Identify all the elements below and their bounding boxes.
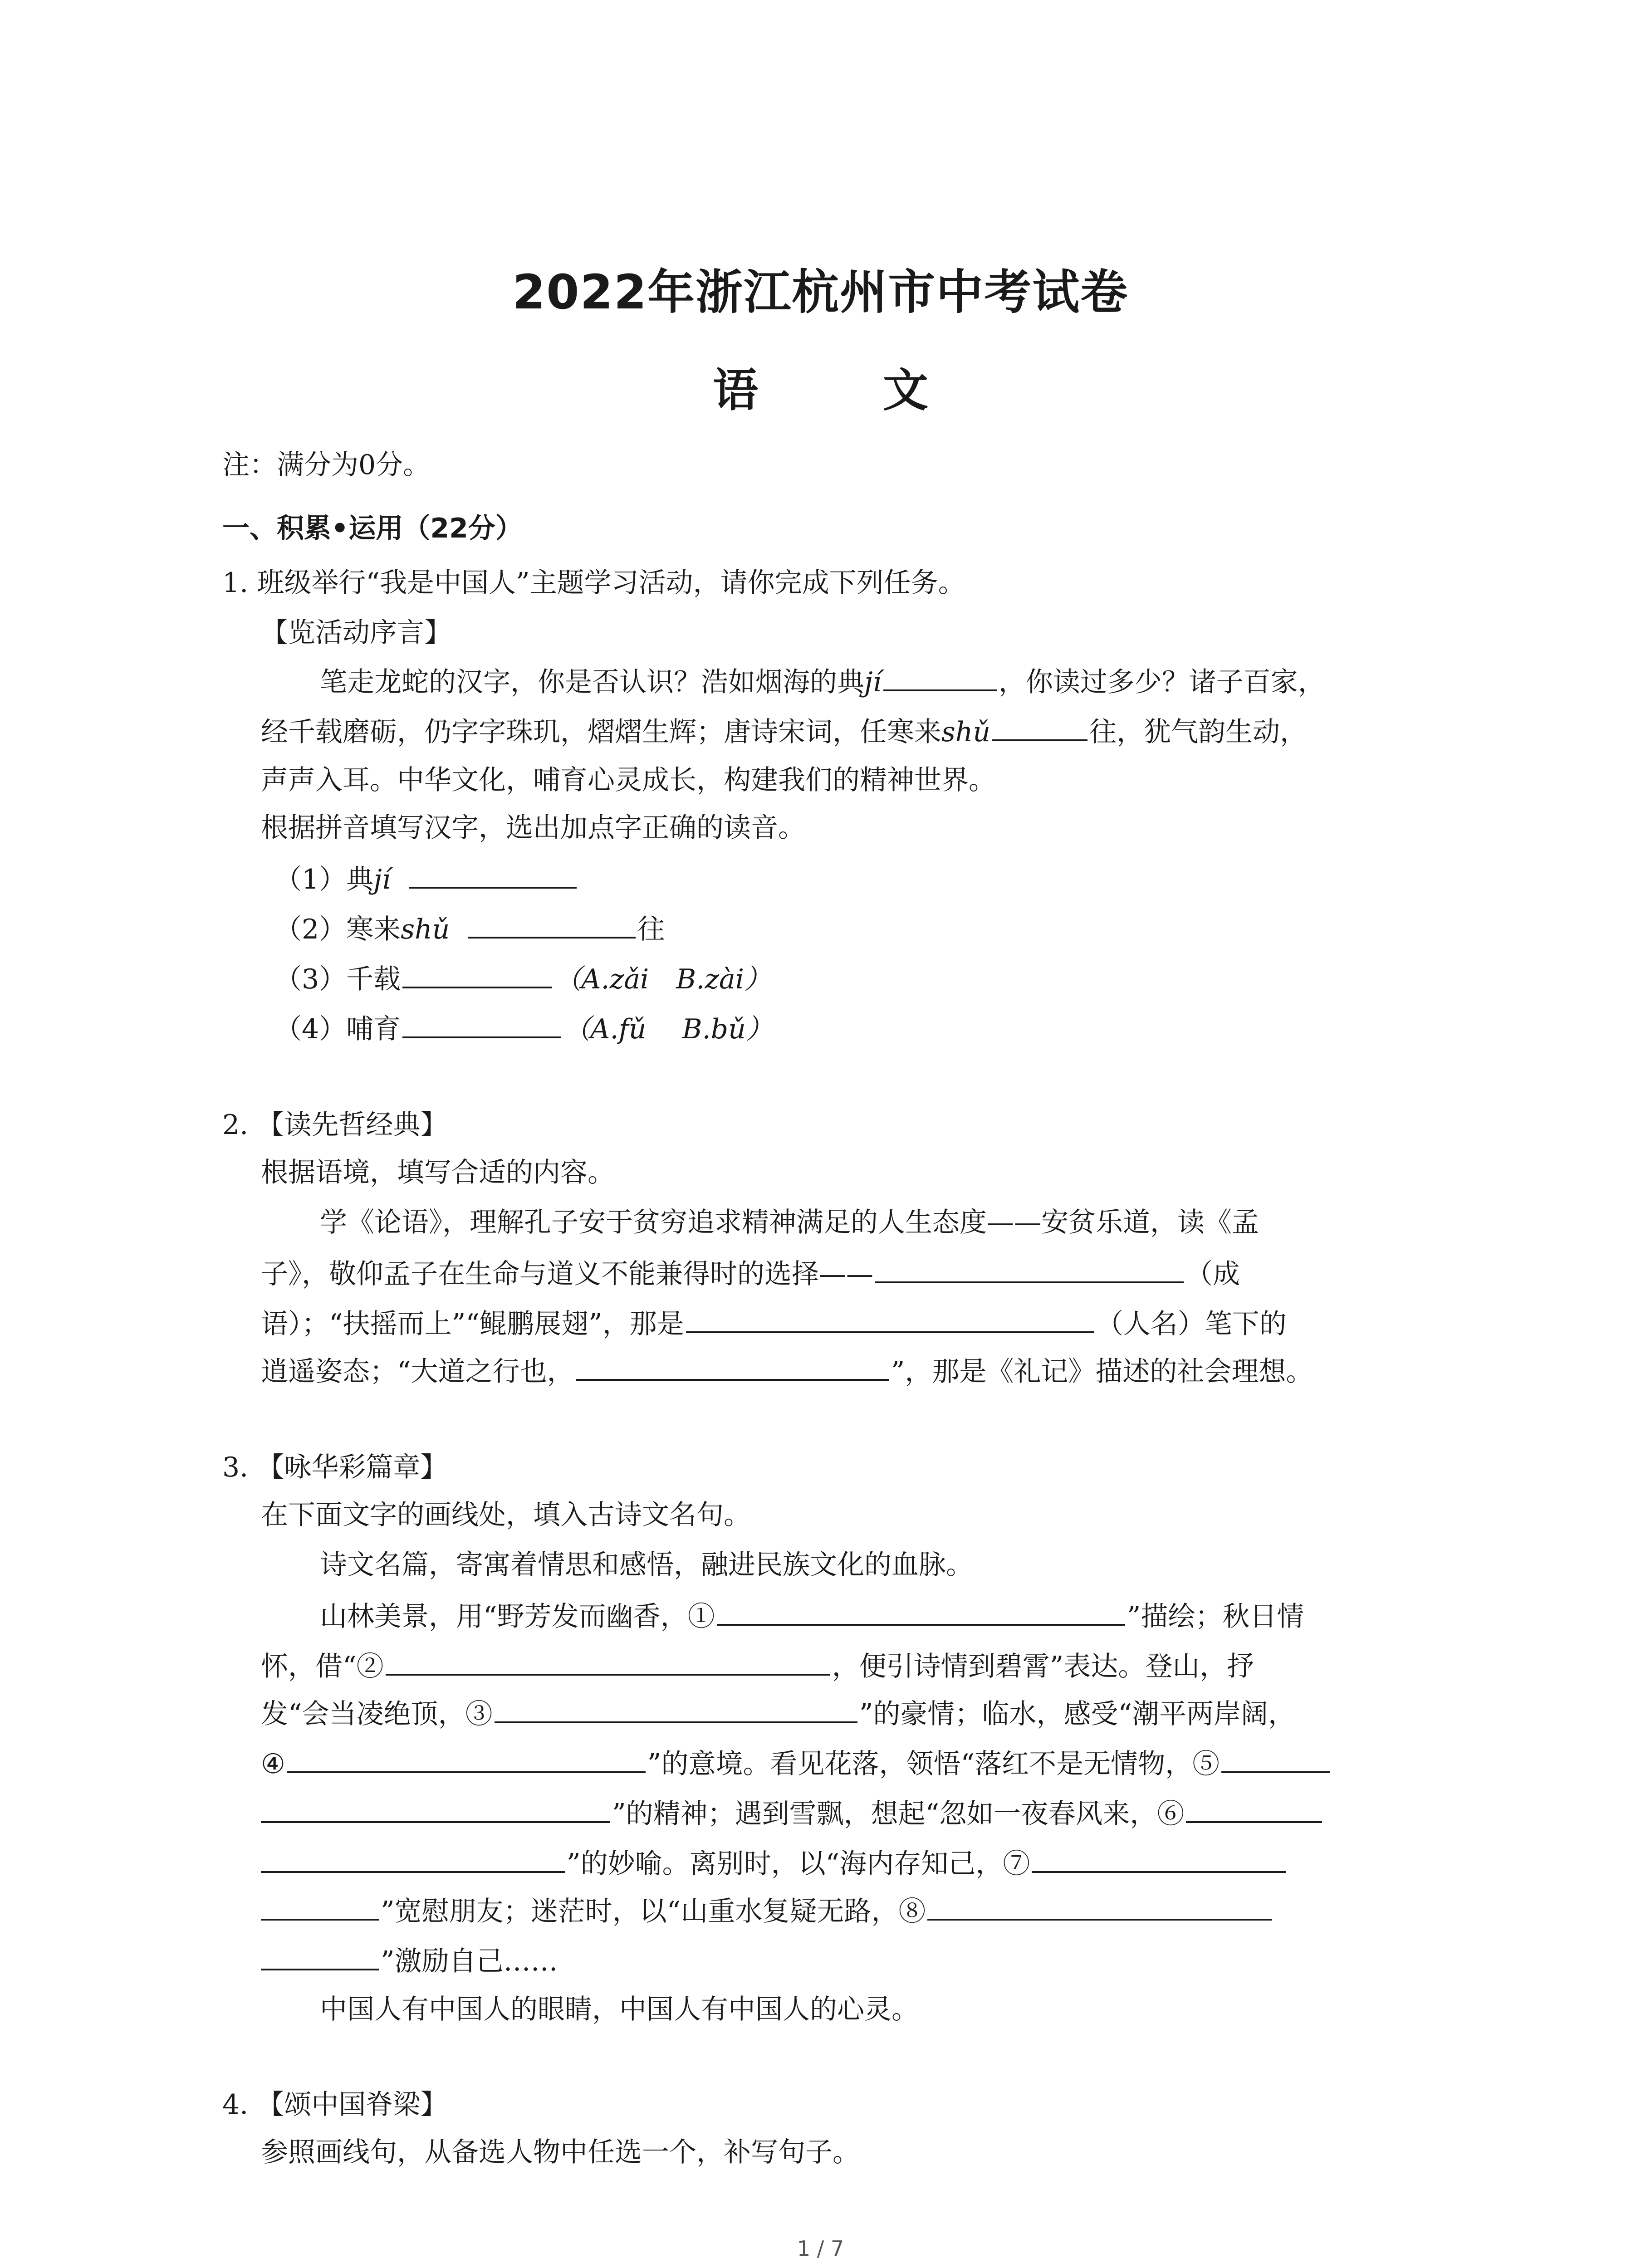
page-title: 2022年浙江杭州市中考试卷 (512, 264, 1129, 320)
score-note: 注：满分为0分。 (222, 449, 431, 481)
blank-ji[interactable] (883, 662, 997, 691)
q2-line-4: 逍遥姿态；“大道之行也， ”，那是《礼记》描述的社会理想。 (261, 1352, 1313, 1390)
q2-line-2: 子》，敬仰孟子在生命与道义不能兼得时的选择—— （成 (261, 1254, 1240, 1292)
q3-blank-5a[interactable] (1221, 1744, 1330, 1773)
q2-line-3: 语）；“扶摇而上”“鲲鹏展翅”，那是 （人名）笔下的 (261, 1304, 1287, 1342)
q3-line-1: 诗文名篇，寄寓着情思和感悟，融进民族文化的血脉。 (320, 1549, 973, 1581)
q2-blank-liji[interactable] (576, 1352, 889, 1381)
q3-line-4: 发“会当凌绝顶，③ ”的豪情；临水，感受“潮平两岸阔， (261, 1694, 1295, 1732)
answer-blank-4[interactable] (402, 1009, 561, 1038)
q3-blank-8a[interactable] (927, 1892, 1272, 1921)
q2-blank-name[interactable] (686, 1304, 1094, 1333)
q3-blank-5b[interactable] (261, 1794, 610, 1823)
q1-tag: 【览活动序言】 (261, 617, 451, 649)
q1-sub-1: （1）典jí (274, 860, 578, 898)
q1-sub-2: （2）寒来shǔ 往 (274, 909, 665, 948)
q4-instruction: 参照画线句，从备选人物中任选一个，补写句子。 (261, 2136, 860, 2168)
q3-blank-1[interactable] (717, 1597, 1125, 1626)
q3-blank-4[interactable] (287, 1744, 646, 1773)
answer-blank-3[interactable] (402, 959, 552, 988)
section-heading: 一、积累•运用（22分） (222, 513, 523, 544)
q3-line-8: ”宽慰朋友；迷茫时，以“山重水复疑无路，⑧ (261, 1892, 1274, 1930)
q3-line-3: 怀，借“② ，便引诗情到碧霄”表达。登山，抒 (261, 1647, 1254, 1685)
q1-heading: 1. 班级举行“我是中国人”主题学习活动，请你完成下列任务。 (222, 567, 965, 599)
q3-blank-7b[interactable] (261, 1892, 379, 1921)
q3-blank-7a[interactable] (1032, 1844, 1286, 1873)
q3-line-9: ”激励自己…… (261, 1941, 558, 1980)
q3-line-7: ”的妙喻。离别时，以“海内存知己，⑦ (261, 1844, 1288, 1882)
q1-passage-line-3: 声声入耳。中华文化，哺育心灵成长，构建我们的精神世界。 (261, 764, 996, 796)
q3-line-6: ”的精神；遇到雪飘，想起“忽如一夜春风来，⑥ (261, 1794, 1324, 1832)
q4-heading: 4. 【颂中国脊梁】 (222, 2089, 448, 2121)
q3-line-2: 山林美景，用“野芳发而幽香，① ”描绘；秋日情 (320, 1597, 1304, 1635)
page-number: 1 / 7 (797, 2236, 844, 2261)
q2-instruction: 根据语境，填写合适的内容。 (261, 1157, 615, 1188)
q3-heading: 3. 【咏华彩篇章】 (222, 1452, 448, 1483)
q2-blank-idiom[interactable] (875, 1254, 1184, 1283)
q1-sub-3: （3）千载 （A.zǎi B.zài） (274, 959, 771, 997)
q3-blank-8b[interactable] (261, 1941, 379, 1970)
q3-blank-6a[interactable] (1186, 1794, 1322, 1823)
q1-sub-4: （4）哺育 （A.fǔ B.bǔ） (274, 1009, 773, 1047)
q1-passage-line-2: 经千载磨砺，仍字字珠玑，熠熠生辉；唐诗宋词，任寒来shǔ 往，犹气韵生动， (261, 712, 1307, 750)
subject-title: 语 文 (713, 364, 983, 417)
q1-passage-line-1: 笔走龙蛇的汉字，你是否认识？浩如烟海的典jí ，你读过多少？诸子百家， (320, 662, 1325, 700)
answer-blank-1[interactable] (409, 860, 577, 889)
pinyin-ji: jí (864, 666, 882, 698)
q3-blank-3[interactable] (495, 1694, 857, 1723)
q3-blank-6b[interactable] (261, 1844, 565, 1873)
blank-shu[interactable] (992, 712, 1087, 741)
q2-line-1: 学《论语》，理解孔子安于贫穷追求精神满足的人生态度——安贫乐道，读《孟 (320, 1207, 1259, 1238)
q3-line-5: ④ ”的意境。看见花落，领悟“落红不是无情物，⑤ (261, 1744, 1332, 1782)
pinyin-shu: shǔ (941, 716, 991, 748)
q1-instruction: 根据拼音填写汉字，选出加点字正确的读音。 (261, 812, 805, 844)
answer-blank-2[interactable] (468, 909, 636, 938)
q3-instruction: 在下面文字的画线处，填入古诗文名句。 (261, 1499, 751, 1531)
q3-line-10: 中国人有中国人的眼睛，中国人有中国人的心灵。 (320, 1994, 919, 2025)
q3-blank-2[interactable] (386, 1647, 830, 1676)
q2-heading: 2. 【读先哲经典】 (222, 1109, 448, 1141)
